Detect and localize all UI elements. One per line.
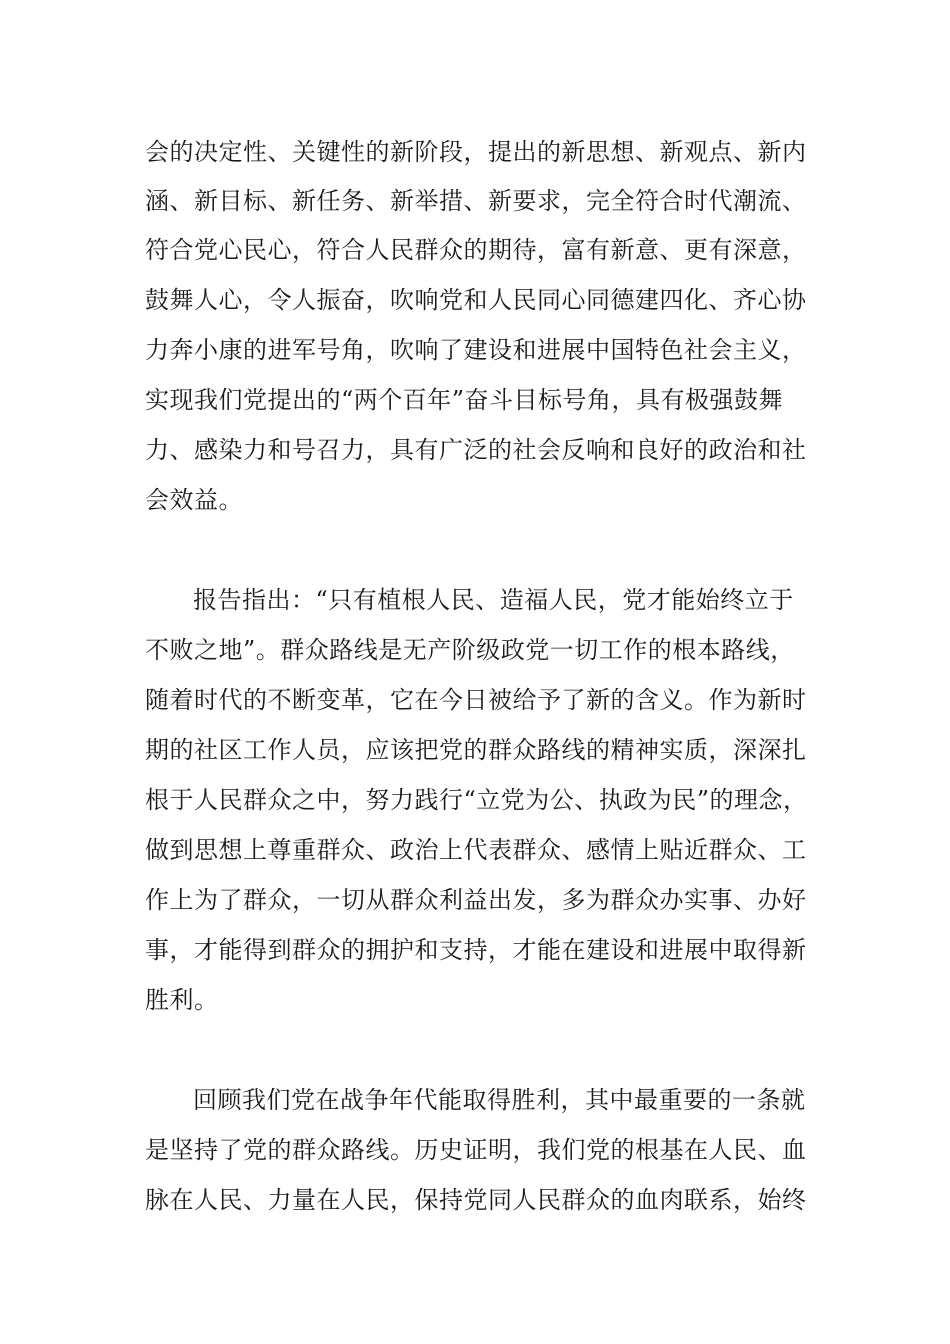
- paragraph-line: 胜利。: [145, 986, 219, 1014]
- paragraph-line: 力奔小康的进军号角，吹响了建设和进展中国特色社会主义，: [145, 336, 807, 364]
- paragraph-line: 鼓舞人心，令人振奋，吹响党和人民同心同德建四化、齐心协: [145, 286, 807, 314]
- paragraph-line: 会效益。: [145, 486, 243, 514]
- paragraph-line: 是坚持了党的群众路线。历史证明，我们党的根基在人民、血: [145, 1136, 807, 1164]
- paragraph-line: 脉在人民、力量在人民，保持党同人民群众的血肉联系，始终: [145, 1186, 807, 1214]
- paragraph-line: 涵、新目标、新任务、新举措、新要求，完全符合时代潮流、: [145, 187, 807, 215]
- paragraph-line: 报告指出：“只有植根人民、造福人民，党才能始终立于: [193, 586, 794, 614]
- paragraph-line: 力、感染力和号召力，具有广泛的社会反响和良好的政治和社: [145, 436, 807, 464]
- paragraph-line: 事，才能得到群众的拥护和支持，才能在建设和进展中取得新: [145, 936, 807, 964]
- paragraph-line: 不败之地”。群众路线是无产阶级政党一切工作的根本路线，: [145, 636, 795, 664]
- paragraph-line: 期的社区工作人员，应该把党的群众路线的精神实质，深深扎: [145, 736, 807, 764]
- paragraph-line: 会的决定性、关键性的新阶段，提出的新思想、新观点、新内: [145, 138, 807, 166]
- paragraph-line: 实现我们党提出的“两个百年”奋斗目标号角，具有极强鼓舞: [145, 386, 784, 414]
- paragraph-line: 回顾我们党在战争年代能取得胜利，其中最重要的一条就: [193, 1086, 806, 1114]
- paragraph-line: 作上为了群众，一切从群众利益出发，多为群众办实事、办好: [145, 886, 807, 914]
- paragraph-line: 随着时代的不断变革，它在今日被给予了新的含义。作为新时: [145, 686, 807, 714]
- paragraph-line: 做到思想上尊重群众、政治上代表群众、感情上贴近群众、工: [145, 836, 807, 864]
- paragraph-line: 符合党心民心，符合人民群众的期待，富有新意、更有深意，: [145, 236, 807, 264]
- paragraph-line: 根于人民群众之中，努力践行“立党为公、执政为民”的理念，: [145, 786, 808, 814]
